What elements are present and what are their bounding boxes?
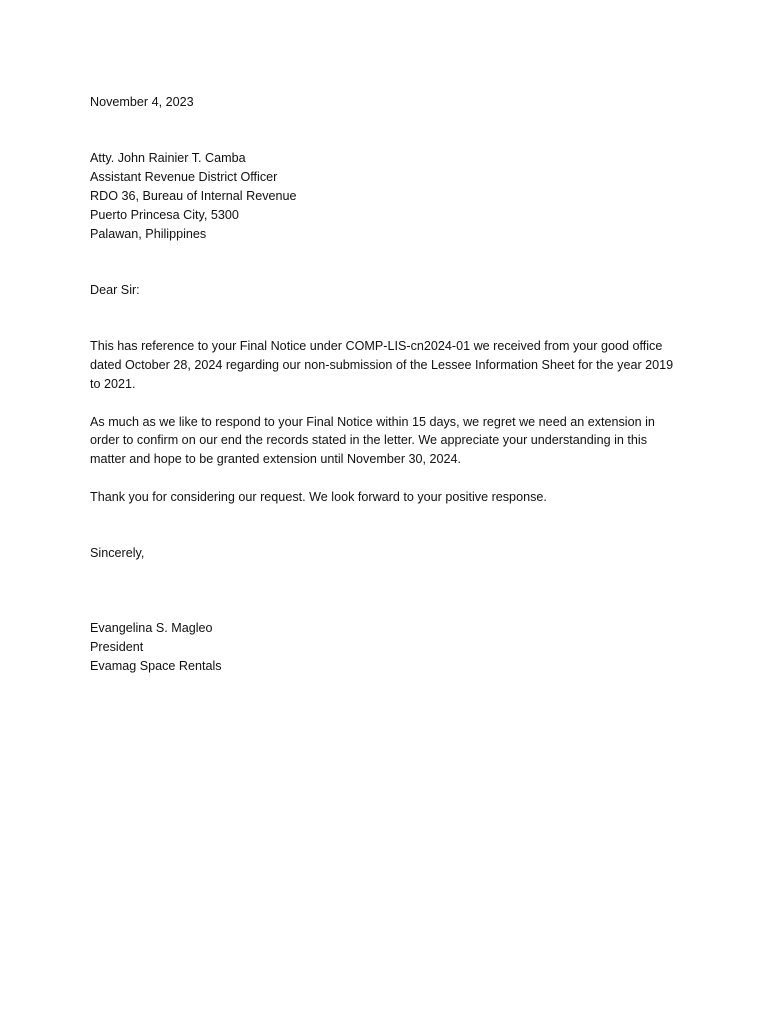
letter-date: November 4, 2023: [90, 95, 194, 109]
recipient-office: RDO 36, Bureau of Internal Revenue: [90, 188, 297, 203]
signatory-company: Evamag Space Rentals: [90, 658, 222, 673]
body-paragraph: As much as we like to respond to your Final Notice within 15 days, we regret we need an extension in order to confirm on our end the records stated in the letter. We appreciate your understanding in this matter and hope to be granted extension until November 30, 2024.: [90, 414, 655, 467]
signatory-block: [90, 619, 682, 675]
letter-body: [90, 93, 682, 676]
recipient-address-block: [90, 149, 682, 243]
recipient-province: Palawan, Philippines: [90, 226, 207, 241]
recipient-title: Assistant Revenue District Officer: [90, 170, 278, 185]
signatory-name: Evangelina S. Magleo: [90, 621, 213, 636]
complimentary-closing: Sincerely,: [90, 546, 145, 561]
body-paragraph: Thank you for considering our request. We look forward to your positive response.: [90, 489, 547, 504]
body-paragraph: This has reference to your Final Notice under COMP-LIS-cn2024-01 we received from your good office dated October 28, 2024 regarding our non-submission of the Lessee Information Sheet for the year 2019 to 2021.: [90, 339, 674, 391]
signatory-position: President: [90, 640, 144, 655]
recipient-city: Puerto Princesa City, 5300: [90, 207, 239, 222]
salutation: Dear Sir:: [90, 282, 140, 297]
recipient-name: Atty. John Rainier T. Camba: [90, 151, 246, 166]
